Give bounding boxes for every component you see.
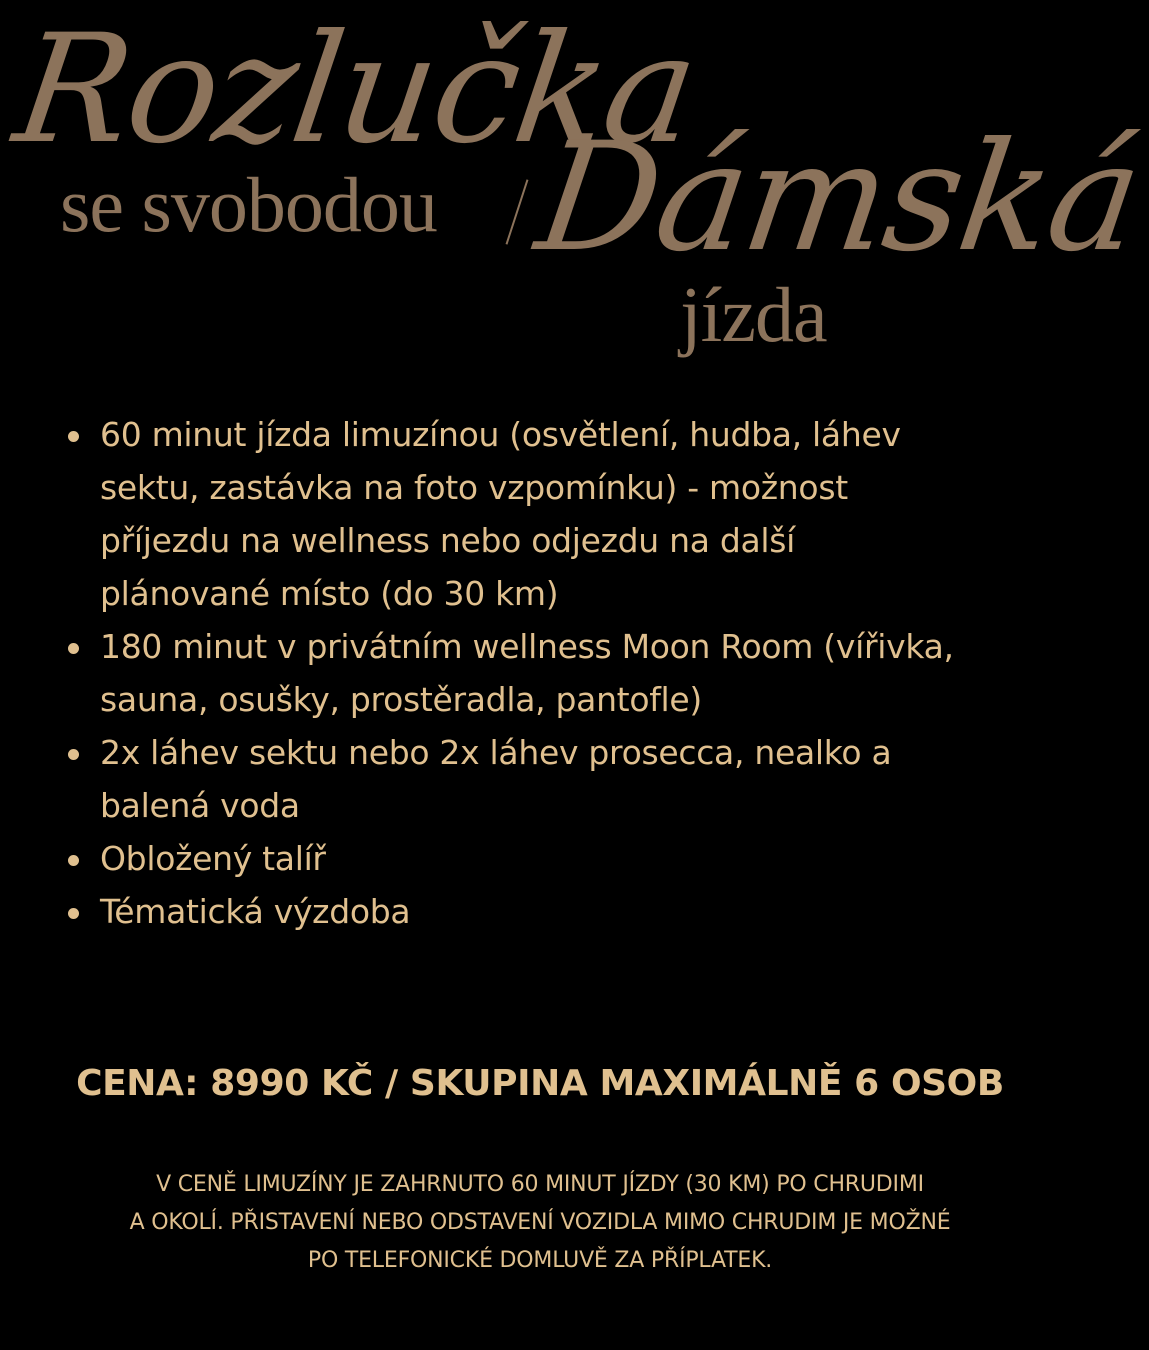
heading-serif-jizda: jízda (680, 271, 827, 358)
feature-item (64, 408, 1024, 620)
price-line: CENA: 8990 KČ / SKUPINA MAXIMÁLNĚ 6 OSOB (76, 1063, 1004, 1104)
feature-line: 60 minut jízda limuzínou (osvětlení, hudba, láhev (100, 415, 901, 454)
heading-script-rozlucka: Rozlučka (5, 3, 706, 177)
heading-script-damska: Dámská (527, 111, 1149, 285)
feature-line: 180 minut v privátním wellness Moon Room (vířivka, (100, 627, 954, 666)
feature-line: sektu, zastávka na foto vzpomínku) - možnost (100, 468, 848, 507)
feature-list (64, 408, 1024, 938)
feature-line: 2x láhev sektu nebo 2x láhev prosecca, nealko a (100, 733, 892, 772)
feature-item (64, 832, 1024, 885)
feature-item (64, 885, 1024, 938)
feature-line: Tématická výzdoba (100, 892, 411, 931)
bullet-icon (68, 431, 79, 442)
bullet-icon (68, 855, 79, 866)
bullet-icon (68, 643, 79, 654)
feature-line: sauna, osušky, prostěradla, pantofle) (100, 680, 702, 719)
note-line: PO TELEFONICKÉ DOMLUVĚ ZA PŘÍPLATEK. (307, 1248, 773, 1273)
feature-line: plánované místo (do 30 km) (100, 574, 559, 613)
heading-separator-slash (506, 179, 529, 244)
feature-line: balená voda (100, 786, 300, 825)
feature-item (64, 620, 1024, 726)
bullet-icon (68, 908, 79, 919)
price-note (40, 1166, 1040, 1280)
bullet-icon (68, 749, 79, 760)
feature-line: příjezdu na wellness nebo odjezdu na další (100, 521, 796, 560)
feature-item (64, 726, 1024, 832)
heading (0, 0, 1149, 360)
note-line: A OKOLÍ. PŘISTAVENÍ NEBO ODSTAVENÍ VOZIDLA MIMO CHRUDIM JE MOŽNÉ (129, 1210, 951, 1235)
feature-line: Obložený talíř (100, 839, 326, 878)
heading-serif-se-svobodou: se svobodou (60, 161, 437, 248)
note-line: V CENĚ LIMUZÍNY JE ZAHRNUTO 60 MINUT JÍZDY (30 KM) PO CHRUDIMI (156, 1172, 924, 1197)
